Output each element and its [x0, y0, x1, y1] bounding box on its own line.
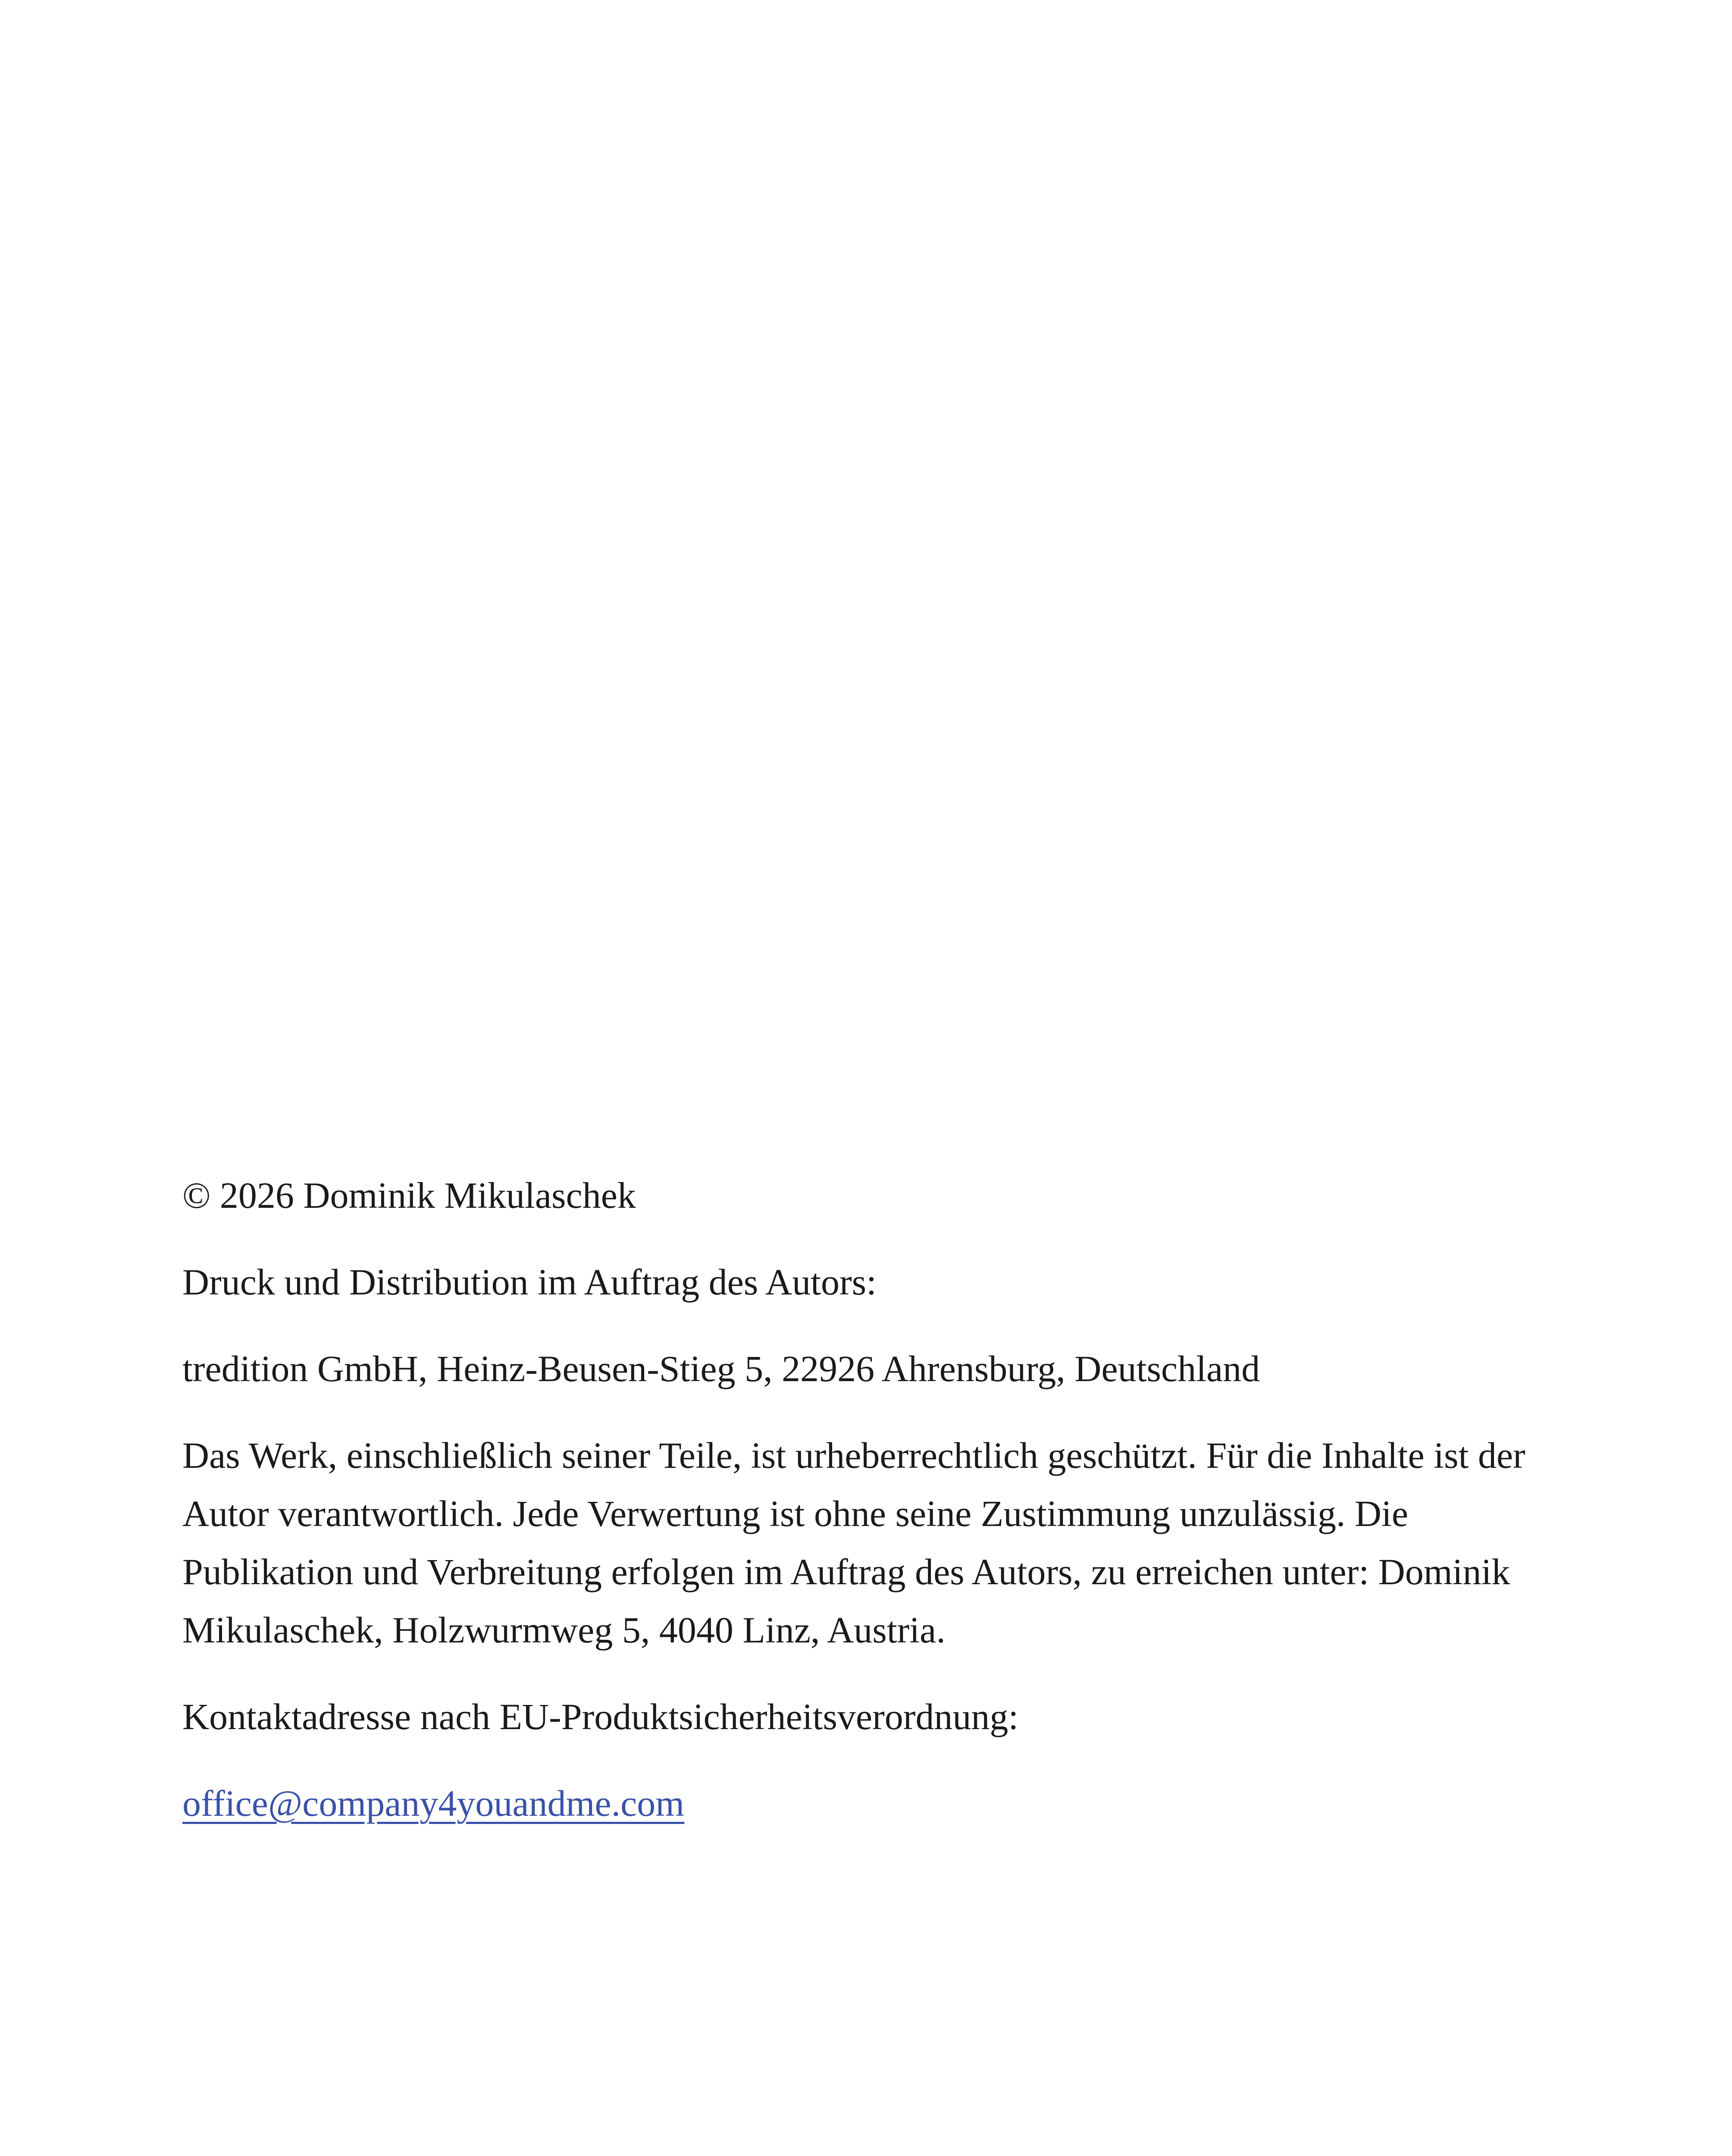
contact-email-line — [182, 1774, 1541, 1833]
publisher-address-line: tredition GmbH, Heinz-Beusen-Stieg 5, 22926 Ahrensburg, Deutschland — [182, 1348, 1260, 1389]
contact-label-line: Kontaktadresse nach EU-Produktsicherheitsverordnung: — [182, 1696, 1019, 1737]
copyright-line: © 2026 Dominik Mikulaschek — [182, 1175, 636, 1216]
print-distribution-line: Druck und Distribution im Auftrag des Autors: — [182, 1261, 877, 1303]
contact-email-link[interactable]: office@company4youandme.com — [182, 1783, 685, 1824]
rights-notice-paragraph: Das Werk, einschließlich seiner Teile, ist urheberrechtlich geschützt. Für die Inhalte ist der Autor verantwortlich. Jede Verwertung ist ohne seine Zustimmung unzulässig. Die Publikation und Verbreitung erfolgen im Auftrag des Autors, zu erreichen unter: Dominik Mikulaschek, Holzwurmweg 5, 4040 Linz, Austria. — [182, 1435, 1525, 1651]
imprint-block — [182, 1166, 1541, 1861]
